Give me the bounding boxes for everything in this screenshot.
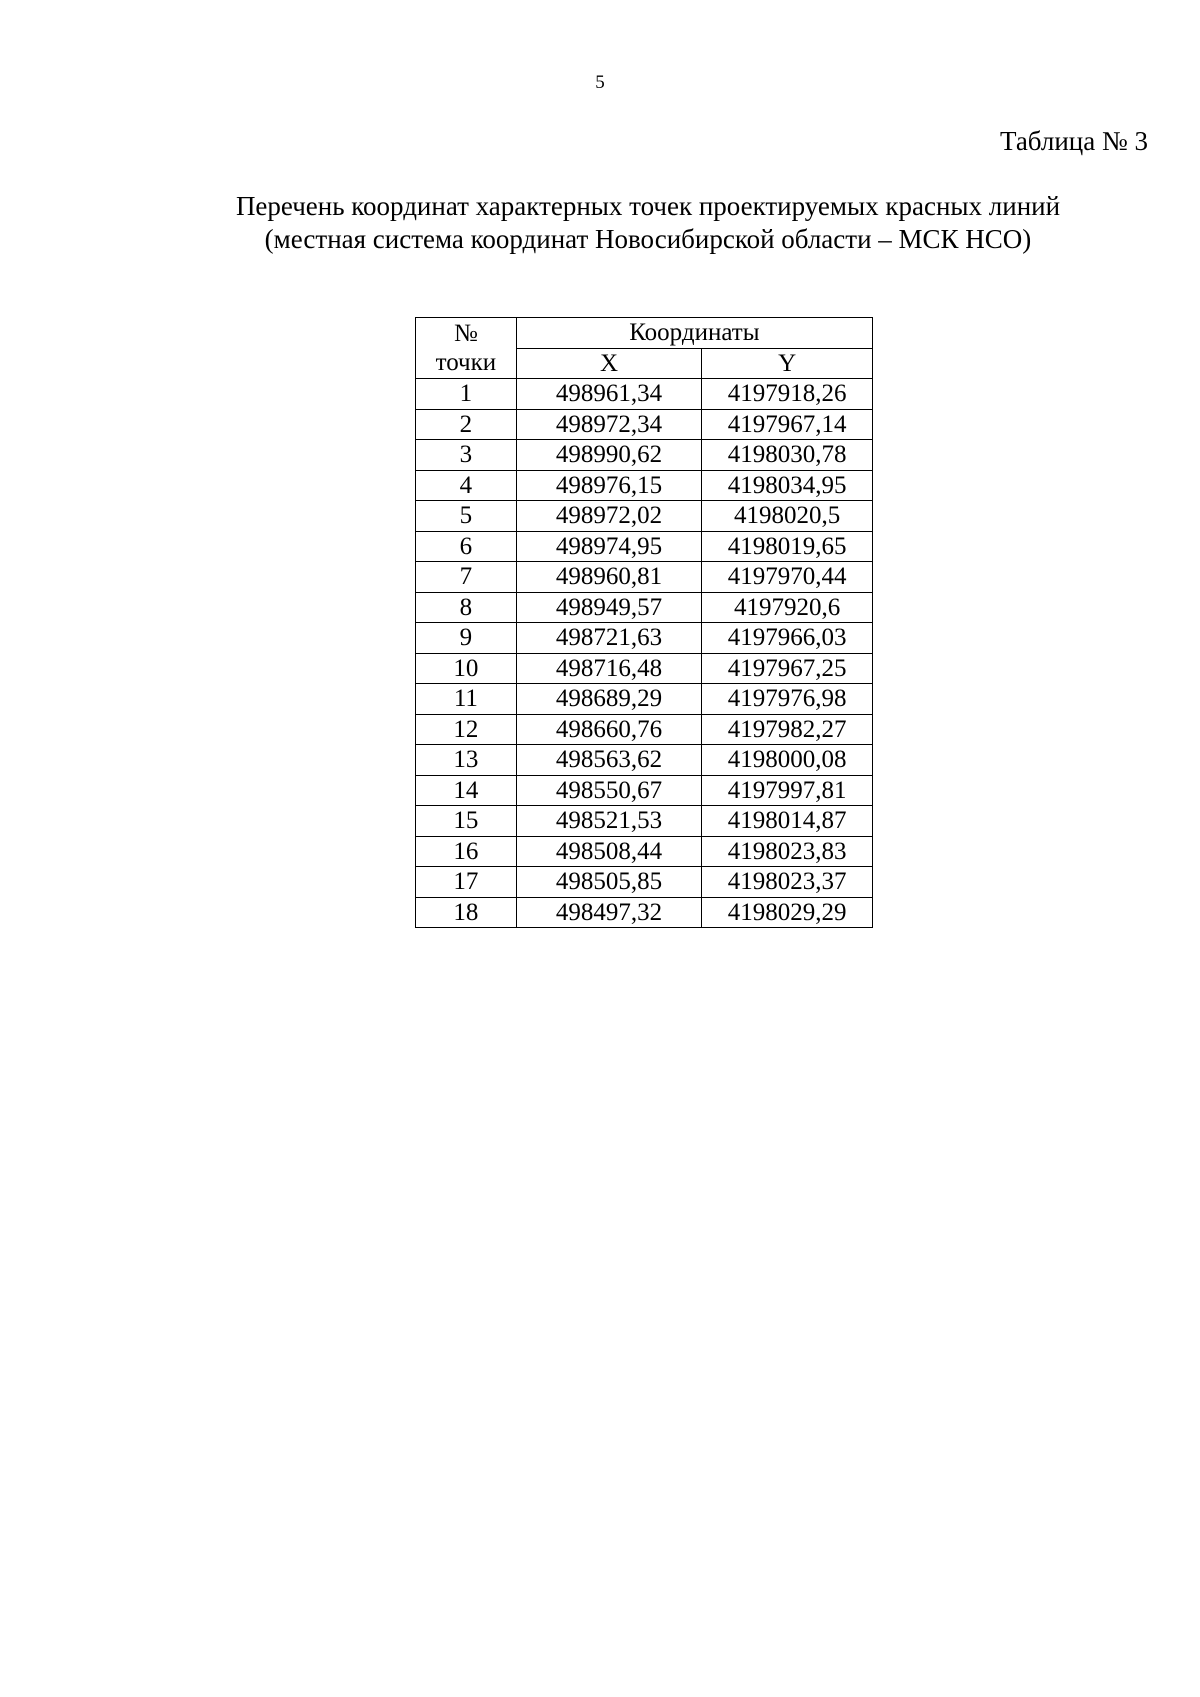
y-coordinate-cell: 4198000,08 <box>702 745 873 776</box>
table-row <box>416 745 873 776</box>
table-row <box>416 775 873 806</box>
point-number-cell: 2 <box>416 409 517 440</box>
point-number-cell: 16 <box>416 836 517 867</box>
x-coordinate-cell: 498716,48 <box>516 653 702 684</box>
table-row <box>416 501 873 532</box>
x-coordinate-cell: 498521,53 <box>516 806 702 837</box>
x-coordinate-cell: 498972,02 <box>516 501 702 532</box>
point-number-cell: 18 <box>416 897 517 928</box>
coordinates-table <box>415 317 873 928</box>
table-row <box>416 714 873 745</box>
y-coordinate-cell: 4197970,44 <box>702 562 873 593</box>
table-row <box>416 592 873 623</box>
x-coordinate-cell: 498949,57 <box>516 592 702 623</box>
x-coordinate-cell: 498960,81 <box>516 562 702 593</box>
x-coordinate-cell: 498990,62 <box>516 440 702 471</box>
y-coordinate-cell: 4197966,03 <box>702 623 873 654</box>
y-coordinate-cell: 4198020,5 <box>702 501 873 532</box>
y-coordinate-cell: 4197967,14 <box>702 409 873 440</box>
x-column-header: X <box>516 348 702 379</box>
point-number-cell: 9 <box>416 623 517 654</box>
y-coordinate-cell: 4197982,27 <box>702 714 873 745</box>
x-coordinate-cell: 498505,85 <box>516 867 702 898</box>
table-row <box>416 867 873 898</box>
point-number-header-word: точки <box>435 349 497 376</box>
y-coordinate-cell: 4197967,25 <box>702 653 873 684</box>
point-number-cell: 8 <box>416 592 517 623</box>
table-row <box>416 531 873 562</box>
x-coordinate-cell: 498721,63 <box>516 623 702 654</box>
table-header <box>416 318 873 379</box>
table-row <box>416 379 873 410</box>
y-coordinate-cell: 4198023,37 <box>702 867 873 898</box>
table-row <box>416 806 873 837</box>
x-coordinate-cell: 498961,34 <box>516 379 702 410</box>
title-line-2: (местная система координат Новосибирской области – МСК НСО) <box>264 224 1032 254</box>
y-coordinate-cell: 4198034,95 <box>702 470 873 501</box>
point-number-cell: 3 <box>416 440 517 471</box>
table-row <box>416 897 873 928</box>
point-number-cell: 11 <box>416 684 517 715</box>
title-line-1: Перечень координат характерных точек проектируемых красных линий <box>235 191 1061 221</box>
y-coordinate-cell: 4197920,6 <box>702 592 873 623</box>
x-coordinate-cell: 498497,32 <box>516 897 702 928</box>
table-row <box>416 562 873 593</box>
document-title <box>150 190 1146 256</box>
point-number-cell: 10 <box>416 653 517 684</box>
y-coordinate-cell: 4197918,26 <box>702 379 873 410</box>
y-coordinate-cell: 4198019,65 <box>702 531 873 562</box>
table-row <box>416 684 873 715</box>
x-coordinate-cell: 498972,34 <box>516 409 702 440</box>
x-coordinate-cell: 498550,67 <box>516 775 702 806</box>
point-number-cell: 15 <box>416 806 517 837</box>
table-row <box>416 653 873 684</box>
point-number-cell: 5 <box>416 501 517 532</box>
y-coordinate-cell: 4198014,87 <box>702 806 873 837</box>
point-number-cell: 17 <box>416 867 517 898</box>
y-column-header: Y <box>702 348 873 379</box>
x-coordinate-cell: 498508,44 <box>516 836 702 867</box>
table-row <box>416 836 873 867</box>
point-number-header <box>416 318 517 379</box>
y-coordinate-cell: 4198023,83 <box>702 836 873 867</box>
table-body <box>416 379 873 928</box>
point-number-cell: 7 <box>416 562 517 593</box>
table-row <box>416 409 873 440</box>
y-coordinate-cell: 4197997,81 <box>702 775 873 806</box>
point-number-cell: 6 <box>416 531 517 562</box>
point-number-cell: 13 <box>416 745 517 776</box>
point-number-header-symbol: № <box>453 320 478 347</box>
point-number-cell: 14 <box>416 775 517 806</box>
x-coordinate-cell: 498563,62 <box>516 745 702 776</box>
coordinates-header: Координаты <box>516 318 872 349</box>
y-coordinate-cell: 4197976,98 <box>702 684 873 715</box>
y-coordinate-cell: 4198029,29 <box>702 897 873 928</box>
table-row <box>416 623 873 654</box>
table-label: Таблица № 3 <box>1000 126 1148 156</box>
x-coordinate-cell: 498660,76 <box>516 714 702 745</box>
x-coordinate-cell: 498689,29 <box>516 684 702 715</box>
x-coordinate-cell: 498974,95 <box>516 531 702 562</box>
point-number-cell: 12 <box>416 714 517 745</box>
page-number: 5 <box>595 72 605 93</box>
y-coordinate-cell: 4198030,78 <box>702 440 873 471</box>
table-row <box>416 470 873 501</box>
x-coordinate-cell: 498976,15 <box>516 470 702 501</box>
point-number-cell: 1 <box>416 379 517 410</box>
point-number-cell: 4 <box>416 470 517 501</box>
table-row <box>416 440 873 471</box>
